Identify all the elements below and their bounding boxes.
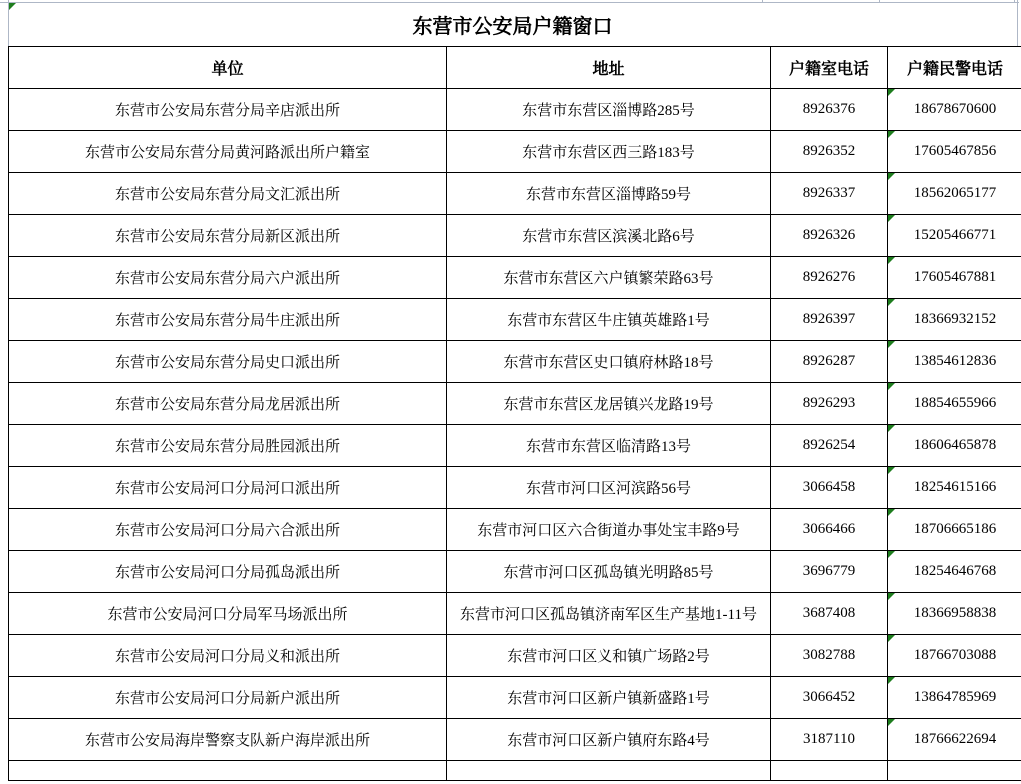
registry-phone-cell[interactable]: 3082788 xyxy=(771,635,888,677)
empty-cell[interactable] xyxy=(9,761,447,781)
error-indicator-icon xyxy=(888,677,895,684)
address-cell[interactable]: 东营市河口区孤岛镇光明路85号 xyxy=(447,551,771,593)
table-row xyxy=(9,257,1021,299)
table-row xyxy=(9,299,1021,341)
error-indicator-icon xyxy=(888,173,895,180)
unit-cell[interactable]: 东营市公安局河口分局军马场派出所 xyxy=(9,593,447,635)
unit-cell[interactable]: 东营市公安局河口分局河口派出所 xyxy=(9,467,447,509)
unit-cell[interactable]: 东营市公安局河口分局义和派出所 xyxy=(9,635,447,677)
police-phone-cell[interactable]: 18254646768 xyxy=(888,551,1021,593)
table-row xyxy=(9,509,1021,551)
header-row xyxy=(9,47,1021,89)
error-indicator-icon xyxy=(888,257,895,264)
address-cell[interactable]: 东营市东营区牛庄镇英雄路1号 xyxy=(447,299,771,341)
unit-cell[interactable]: 东营市公安局东营分局黄河路派出所户籍室 xyxy=(9,131,447,173)
column-header-police-phone[interactable]: 户籍民警电话 xyxy=(888,47,1021,89)
unit-cell[interactable]: 东营市公安局东营分局胜园派出所 xyxy=(9,425,447,467)
unit-cell[interactable]: 东营市公安局东营分局辛店派出所 xyxy=(9,89,447,131)
table-row xyxy=(9,215,1021,257)
police-phone-cell[interactable]: 18854655966 xyxy=(888,383,1021,425)
police-phone-cell[interactable]: 18366958838 xyxy=(888,593,1021,635)
address-cell[interactable]: 东营市河口区新户镇府东路4号 xyxy=(447,719,771,761)
police-phone-cell[interactable]: 17605467856 xyxy=(888,131,1021,173)
police-phone-cell[interactable]: 13854612836 xyxy=(888,341,1021,383)
table-row xyxy=(9,425,1021,467)
address-cell[interactable]: 东营市东营区淄博路285号 xyxy=(447,89,771,131)
registry-phone-cell[interactable]: 8926376 xyxy=(771,89,888,131)
unit-cell[interactable]: 东营市公安局东营分局牛庄派出所 xyxy=(9,299,447,341)
sheet-gridline xyxy=(879,0,880,2)
unit-cell[interactable]: 东营市公安局东营分局新区派出所 xyxy=(9,215,447,257)
error-indicator-icon xyxy=(888,383,895,390)
police-phone-cell[interactable]: 13864785969 xyxy=(888,677,1021,719)
sheet-gridline xyxy=(762,0,763,2)
error-indicator-icon xyxy=(888,719,895,726)
address-cell[interactable]: 东营市东营区临清路13号 xyxy=(447,425,771,467)
police-phone-cell[interactable]: 18766703088 xyxy=(888,635,1021,677)
error-indicator-icon xyxy=(888,509,895,516)
address-cell[interactable]: 东营市东营区西三路183号 xyxy=(447,131,771,173)
registry-phone-cell[interactable]: 8926293 xyxy=(771,383,888,425)
unit-cell[interactable]: 东营市公安局东营分局文汇派出所 xyxy=(9,173,447,215)
error-indicator-icon xyxy=(888,467,895,474)
unit-cell[interactable]: 东营市公安局东营分局史口派出所 xyxy=(9,341,447,383)
police-phone-cell[interactable]: 15205466771 xyxy=(888,215,1021,257)
address-cell[interactable]: 东营市东营区龙居镇兴龙路19号 xyxy=(447,383,771,425)
registry-phone-cell[interactable]: 8926326 xyxy=(771,215,888,257)
unit-cell[interactable]: 东营市公安局河口分局六合派出所 xyxy=(9,509,447,551)
table-row xyxy=(9,173,1021,215)
address-cell[interactable]: 东营市河口区孤岛镇济南军区生产基地1-11号 xyxy=(447,593,771,635)
table-row xyxy=(9,551,1021,593)
error-indicator-icon xyxy=(9,3,16,10)
address-cell[interactable]: 东营市河口区六合街道办事处宝丰路9号 xyxy=(447,509,771,551)
police-phone-cell[interactable]: 18606465878 xyxy=(888,425,1021,467)
error-indicator-icon xyxy=(888,425,895,432)
sheet-gridline xyxy=(1017,0,1018,46)
column-header-address[interactable]: 地址 xyxy=(447,47,771,89)
unit-cell[interactable]: 东营市公安局东营分局龙居派出所 xyxy=(9,383,447,425)
address-cell[interactable]: 东营市东营区六户镇繁荣路63号 xyxy=(447,257,771,299)
registry-phone-cell[interactable]: 3187110 xyxy=(771,719,888,761)
sheet-gridline xyxy=(1014,0,1015,2)
table-row-partial xyxy=(9,761,1021,781)
address-cell[interactable]: 东营市河口区河滨路56号 xyxy=(447,467,771,509)
registry-phone-cell[interactable]: 3066452 xyxy=(771,677,888,719)
error-indicator-icon xyxy=(888,89,895,96)
police-phone-cell[interactable]: 18766622694 xyxy=(888,719,1021,761)
error-indicator-icon xyxy=(888,635,895,642)
table-row xyxy=(9,719,1021,761)
table-row xyxy=(9,131,1021,173)
address-cell[interactable]: 东营市东营区史口镇府林路18号 xyxy=(447,341,771,383)
registry-phone-cell[interactable]: 3066466 xyxy=(771,509,888,551)
table-row xyxy=(9,341,1021,383)
police-phone-cell[interactable]: 18254615166 xyxy=(888,467,1021,509)
police-phone-cell[interactable]: 18366932152 xyxy=(888,299,1021,341)
empty-cell[interactable] xyxy=(888,761,1021,781)
unit-cell[interactable]: 东营市公安局河口分局新户派出所 xyxy=(9,677,447,719)
registry-phone-cell[interactable]: 8926287 xyxy=(771,341,888,383)
address-cell[interactable]: 东营市东营区淄博路59号 xyxy=(447,173,771,215)
address-cell[interactable]: 东营市河口区新户镇新盛路1号 xyxy=(447,677,771,719)
error-indicator-icon xyxy=(888,299,895,306)
column-header-registry-phone[interactable]: 户籍室电话 xyxy=(771,47,888,89)
police-phone-cell[interactable]: 17605467881 xyxy=(888,257,1021,299)
error-indicator-icon xyxy=(888,593,895,600)
address-cell[interactable]: 东营市河口区义和镇广场路2号 xyxy=(447,635,771,677)
column-header-unit[interactable]: 单位 xyxy=(9,47,447,89)
page-title: 东营市公安局户籍窗口 xyxy=(412,16,613,38)
unit-cell[interactable]: 东营市公安局河口分局孤岛派出所 xyxy=(9,551,447,593)
error-indicator-icon xyxy=(888,341,895,348)
table-row xyxy=(9,383,1021,425)
title-cell[interactable] xyxy=(8,3,1017,46)
registry-phone-cell[interactable]: 8926337 xyxy=(771,173,888,215)
registry-phone-cell[interactable]: 8926254 xyxy=(771,425,888,467)
empty-cell[interactable] xyxy=(771,761,888,781)
table-row xyxy=(9,593,1021,635)
empty-cell[interactable] xyxy=(447,761,771,781)
police-phone-cell[interactable]: 18678670600 xyxy=(888,89,1021,131)
table-row xyxy=(9,467,1021,509)
error-indicator-icon xyxy=(888,131,895,138)
police-phone-cell[interactable]: 18706665186 xyxy=(888,509,1021,551)
registry-phone-cell[interactable]: 8926397 xyxy=(771,299,888,341)
table-row xyxy=(9,89,1021,131)
registry-phone-cell[interactable]: 8926276 xyxy=(771,257,888,299)
error-indicator-icon xyxy=(888,551,895,558)
registry-phone-cell[interactable]: 8926352 xyxy=(771,131,888,173)
registry-phone-cell[interactable]: 3687408 xyxy=(771,593,888,635)
table-row xyxy=(9,677,1021,719)
error-indicator-icon xyxy=(888,215,895,222)
table-row xyxy=(9,635,1021,677)
unit-cell[interactable]: 东营市公安局海岸警察支队新户海岸派出所 xyxy=(9,719,447,761)
unit-cell[interactable]: 东营市公安局东营分局六户派出所 xyxy=(9,257,447,299)
police-phone-cell[interactable]: 18562065177 xyxy=(888,173,1021,215)
registry-phone-cell[interactable]: 3696779 xyxy=(771,551,888,593)
registration-table xyxy=(8,46,1021,781)
address-cell[interactable]: 东营市东营区滨溪北路6号 xyxy=(447,215,771,257)
registry-phone-cell[interactable]: 3066458 xyxy=(771,467,888,509)
